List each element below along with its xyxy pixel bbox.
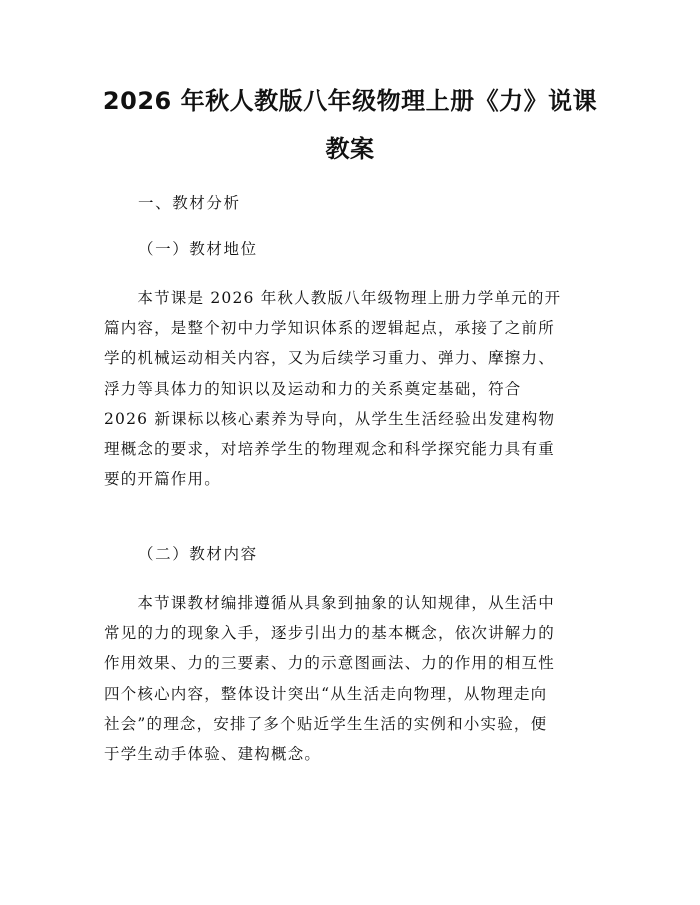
document-title-line-1: 2026 年秋人教版八年级物理上册《力》说课 xyxy=(102,87,598,115)
paragraph-line: 本节课是 2026 年秋人教版八年级物理上册力学单元的开 xyxy=(104,289,562,307)
paragraph-line: 作用效果、力的三要素、力的示意图画法、力的作用的相互性 xyxy=(104,654,555,673)
paragraph-line: 理概念的要求，对培养学生的物理观念和科学探究能力具有重 xyxy=(104,439,555,458)
paragraph-line: 四个核心内容，整体设计突出“从生活走向物理，从物理走向 xyxy=(104,684,548,703)
subsection-heading-textbook-content: （二）教材内容 xyxy=(138,545,258,563)
paragraph-line: 篇内容，是整个初中力学知识体系的逻辑起点，承接了之前所 xyxy=(104,319,555,338)
paragraph-line: 于学生动手体验、建构概念。 xyxy=(104,744,322,763)
section-heading-textbook-analysis: 一、教材分析 xyxy=(138,194,241,212)
paragraph-textbook-position xyxy=(104,283,604,494)
paragraph-line: 2026 新课标以核心素养为导向，从学生生活经验出发建构物 xyxy=(104,409,556,428)
paragraph-line: 本节课教材编排遵循从具象到抽象的认知规律，从生活中 xyxy=(104,594,555,612)
subsection-heading-textbook-position: （一）教材地位 xyxy=(138,240,258,258)
paragraph-textbook-content xyxy=(104,588,604,769)
paragraph-line: 社会”的理念，安排了多个贴近学生生活的实例和小实验，便 xyxy=(104,714,548,733)
paragraph-line: 要的开篇作用。 xyxy=(104,470,221,489)
document-title-line-2: 教案 xyxy=(325,135,375,163)
paragraph-line: 学的机械运动相关内容，又为后续学习重力、弹力、摩擦力、 xyxy=(104,349,555,368)
paragraph-line: 浮力等具体力的知识以及运动和力的关系奠定基础，符合 xyxy=(104,379,522,398)
paragraph-line: 常见的力的现象入手，逐步引出力的基本概念，依次讲解力的 xyxy=(104,624,555,643)
